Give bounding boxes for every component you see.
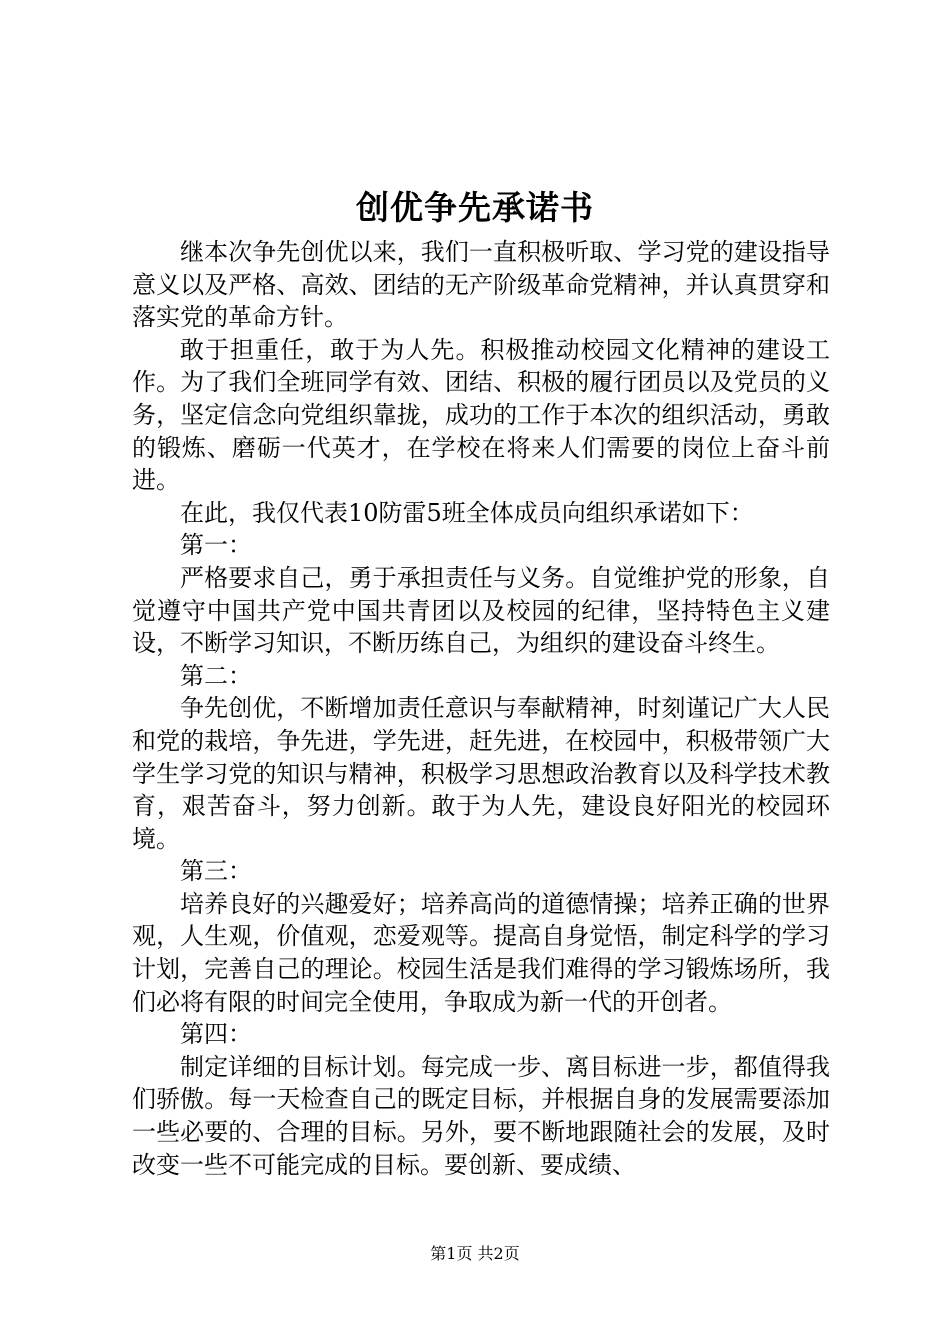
- section-heading-1: 第一：: [180, 531, 252, 560]
- paragraph: 继本次争先创优以来，我们一直积极听取、学习党的建设指导意义以及严格、高效、团结的无产阶级革命党精神，并认真贯穿和落实党的革命方针。: [132, 238, 830, 332]
- paragraph: 敢于担重任，敢于为人先。积极推动校园文化精神的建设工作。为了我们全班同学有效、团结、积极的履行团员以及党员的义务，坚定信念向党组织靠拢，成功的工作于本次的组织活动，勇敢的锻炼、磨砺一代英才，在学校在将来人们需要的岗位上奋斗前进。: [132, 335, 830, 495]
- section-heading-4: 第四：: [180, 1020, 252, 1049]
- paragraph: 在此，我仅代表10防雷5班全体成员向组织承诺如下：: [180, 498, 754, 527]
- paragraph: 制定详细的目标计划。每完成一步、离目标进一步，都值得我们骄傲。每一天检查自己的既定目标，并根据自身的发展需要添加一些必要的、合理的目标。另外，要不断地跟随社会的发展，及时改变一些不可能完成的目标。要创新、要成绩、: [132, 1052, 830, 1179]
- section-heading-3: 第三：: [180, 857, 252, 886]
- paragraph: 严格要求自己，勇于承担责任与义务。自觉维护党的形象，自觉遵守中国共产党中国共青团以及校园的纪律，坚持特色主义建设，不断学习知识，不断历练自己，为组织的建设奋斗终生。: [132, 563, 830, 658]
- paragraph: 争先创优，不断增加责任意识与奉献精神，时刻谨记广大人民和党的栽培，争先进，学先进，赶先进，在校园中，积极带领广大学生学习党的知识与精神，积极学习思想政治教育以及科学技术教育，艰苦奋斗，努力创新。敢于为人先，建设良好阳光的校园环境。: [132, 694, 830, 853]
- paragraph: 培养良好的兴趣爱好；培养高尚的道德情操；培养正确的世界观，人生观，价值观，恋爱观等。提高自身觉悟，制定科学的学习计划，完善自己的理论。校园生活是我们难得的学习锻炼场所，我们必将有限的时间完全使用，争取成为新一代的开创者。: [132, 889, 830, 1016]
- document-title: 创优争先承诺书: [356, 188, 594, 227]
- document-body: [132, 236, 830, 1181]
- page-footer: 第1页 共2页: [430, 1244, 520, 1263]
- section-heading-2: 第二：: [180, 661, 252, 690]
